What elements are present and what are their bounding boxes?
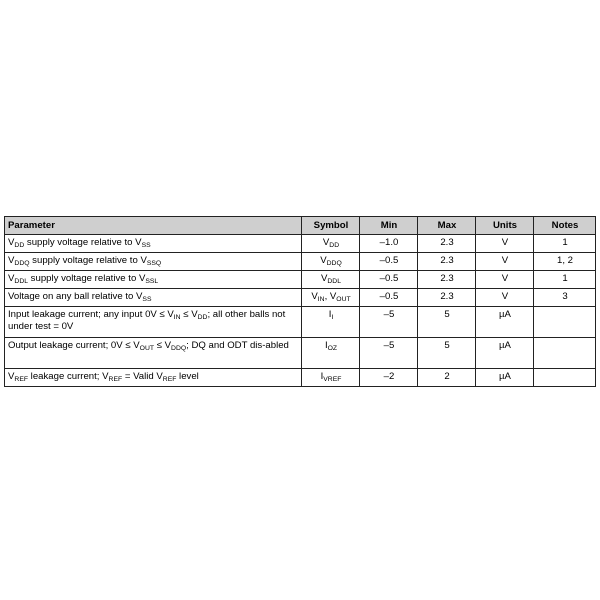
table-row bbox=[5, 235, 596, 253]
param-subscript: DDL bbox=[14, 278, 29, 285]
symbol-subscript: OUT bbox=[336, 296, 351, 303]
min-cell: –0.5 bbox=[360, 271, 418, 289]
header-units: Units bbox=[476, 217, 534, 235]
max-cell: 2.3 bbox=[418, 253, 476, 271]
parameter-cell bbox=[5, 369, 302, 387]
param-subscript: REF bbox=[14, 376, 29, 383]
min-cell: –0.5 bbox=[360, 253, 418, 271]
symbol-cell bbox=[302, 307, 360, 338]
param-subscript: DD bbox=[197, 314, 208, 321]
param-text: V bbox=[8, 371, 15, 382]
param-subscript: DDQ bbox=[171, 345, 187, 352]
units-cell: V bbox=[476, 253, 534, 271]
notes-cell: 1 bbox=[534, 271, 596, 289]
param-subscript: DD bbox=[14, 242, 25, 249]
notes-cell: 3 bbox=[534, 289, 596, 307]
header-parameter: Parameter bbox=[5, 217, 302, 235]
min-cell: –2 bbox=[360, 369, 418, 387]
parameter-cell bbox=[5, 338, 302, 369]
header-notes: Notes bbox=[534, 217, 596, 235]
table-row bbox=[5, 253, 596, 271]
max-cell: 2.3 bbox=[418, 235, 476, 253]
param-text: V bbox=[8, 255, 15, 266]
max-cell: 5 bbox=[418, 307, 476, 338]
notes-cell bbox=[534, 307, 596, 338]
notes-cell: 1, 2 bbox=[534, 253, 596, 271]
table-row bbox=[5, 369, 596, 387]
dc-characteristics-table bbox=[4, 216, 596, 387]
parameter-cell bbox=[5, 307, 302, 338]
param-subscript: REF bbox=[108, 376, 123, 383]
param-subscript: SS bbox=[142, 296, 152, 303]
table-row bbox=[5, 271, 596, 289]
param-text: ; DQ and ODT dis-abled bbox=[186, 340, 289, 351]
notes-cell bbox=[534, 338, 596, 369]
symbol-text: I bbox=[328, 309, 332, 320]
parameter-cell bbox=[5, 271, 302, 289]
param-subscript: DDQ bbox=[14, 260, 30, 267]
param-subscript: SSL bbox=[145, 278, 159, 285]
table-row bbox=[5, 289, 596, 307]
symbol-cell bbox=[302, 369, 360, 387]
param-text: ≤ V bbox=[180, 309, 198, 320]
table-row bbox=[5, 338, 596, 369]
param-text: Input leakage current; any input 0V ≤ V bbox=[8, 309, 174, 320]
units-cell: V bbox=[476, 289, 534, 307]
symbol-cell bbox=[302, 289, 360, 307]
table-header-row bbox=[5, 217, 596, 235]
param-subscript: REF bbox=[162, 376, 177, 383]
parameter-cell bbox=[5, 235, 302, 253]
param-text: ; all other balls not under test = 0V bbox=[8, 309, 286, 332]
param-text: V bbox=[8, 237, 15, 248]
max-cell: 2.3 bbox=[418, 271, 476, 289]
min-cell: –5 bbox=[360, 338, 418, 369]
symbol-cell bbox=[302, 271, 360, 289]
param-text: = Valid V bbox=[122, 371, 163, 382]
symbol-text: , V bbox=[324, 291, 337, 302]
max-cell: 2 bbox=[418, 369, 476, 387]
param-text: ≤ V bbox=[154, 340, 172, 351]
param-text: level bbox=[176, 371, 199, 382]
parameter-cell bbox=[5, 289, 302, 307]
symbol-subscript: DDQ bbox=[326, 260, 342, 267]
param-subscript: IN bbox=[173, 314, 181, 321]
symbol-text: V bbox=[322, 237, 330, 248]
header-min: Min bbox=[360, 217, 418, 235]
param-text: supply voltage relative to V bbox=[29, 255, 147, 266]
symbol-cell bbox=[302, 253, 360, 271]
symbol-subscript: IN bbox=[317, 296, 325, 303]
units-cell: µA bbox=[476, 307, 534, 338]
units-cell: µA bbox=[476, 338, 534, 369]
param-text: V bbox=[8, 273, 15, 284]
symbol-text: V bbox=[311, 291, 318, 302]
param-text: supply voltage relative to V bbox=[28, 273, 146, 284]
param-text: supply voltage relative to V bbox=[24, 237, 142, 248]
symbol-subscript: VREF bbox=[323, 376, 342, 383]
param-subscript: SS bbox=[141, 242, 151, 249]
parameter-cell bbox=[5, 253, 302, 271]
symbol-subscript: DD bbox=[329, 242, 340, 249]
min-cell: –5 bbox=[360, 307, 418, 338]
param-text: leakage current; V bbox=[28, 371, 109, 382]
symbol-subscript: DDL bbox=[327, 278, 341, 285]
symbol-text: V bbox=[320, 273, 328, 284]
symbol-text: V bbox=[320, 255, 327, 266]
symbol-subscript: I bbox=[331, 314, 334, 321]
notes-cell bbox=[534, 369, 596, 387]
units-cell: V bbox=[476, 235, 534, 253]
max-cell: 5 bbox=[418, 338, 476, 369]
symbol-cell bbox=[302, 235, 360, 253]
notes-cell: 1 bbox=[534, 235, 596, 253]
param-text: Voltage on any ball relative to V bbox=[8, 291, 143, 302]
max-cell: 2.3 bbox=[418, 289, 476, 307]
units-cell: µA bbox=[476, 369, 534, 387]
table-row bbox=[5, 307, 596, 338]
symbol-cell bbox=[302, 338, 360, 369]
param-text: Output leakage current; 0V ≤ V bbox=[8, 340, 140, 351]
param-subscript: SSQ bbox=[146, 260, 162, 267]
units-cell: V bbox=[476, 271, 534, 289]
symbol-subscript: OZ bbox=[327, 345, 338, 352]
symbol-text: I bbox=[320, 371, 324, 382]
param-subscript: OUT bbox=[139, 345, 155, 352]
symbol-text: I bbox=[324, 340, 328, 351]
min-cell: –1.0 bbox=[360, 235, 418, 253]
min-cell: –0.5 bbox=[360, 289, 418, 307]
header-max: Max bbox=[418, 217, 476, 235]
header-symbol: Symbol bbox=[302, 217, 360, 235]
